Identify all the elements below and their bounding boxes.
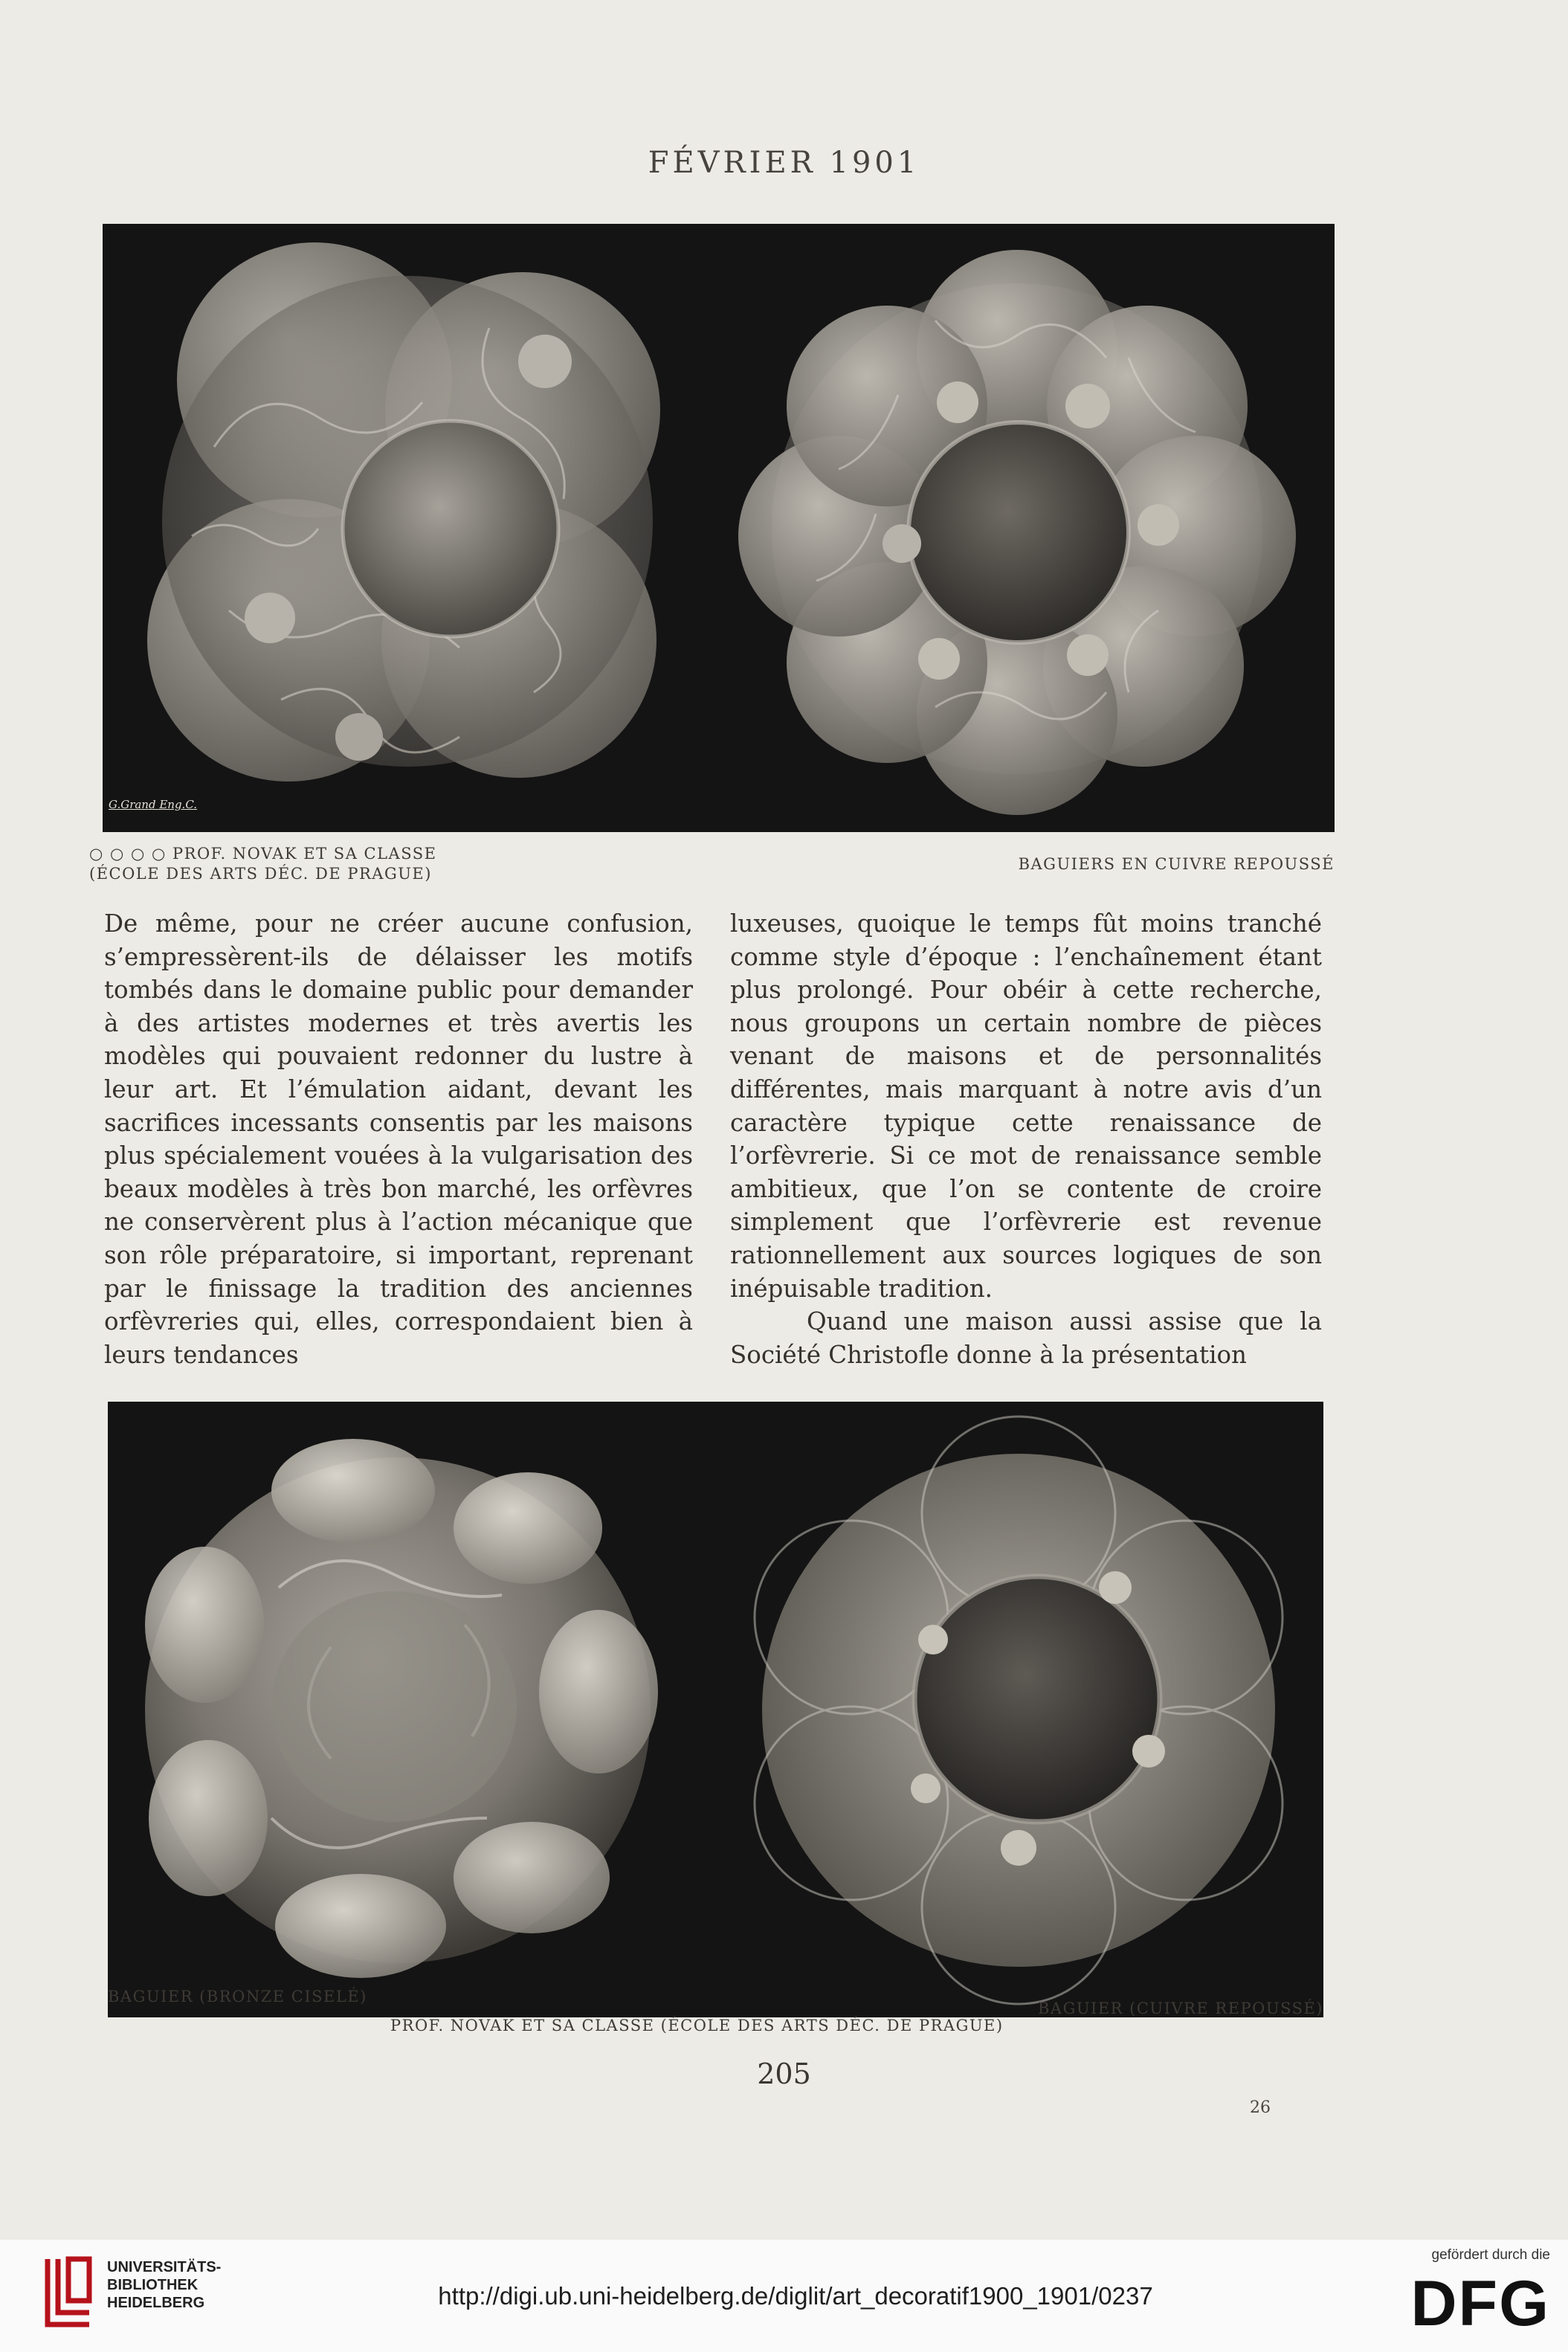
paragraph: Quand une maison aussi assise que la Société Christofle donne à la présentation [730,1307,1322,1369]
dfg-logo: DFG [1410,2268,1550,2339]
top-caption-right: BAGUIERS EN CUIVRE REPOUSSÉ [1018,855,1335,873]
top-caption-left-line2: (ÉCOLE DES ARTS DÉC. DE PRAGUE) [89,865,432,883]
library-name [107,2258,271,2312]
bottom-caption-left: BAGUIER (BRONZE CISELÉ) [108,1988,367,2005]
library-name-line: BIBLIOTHEK [107,2277,199,2293]
library-name-line: UNIVERSITÄTS- [107,2259,222,2275]
signature-mark: 26 [1250,2098,1271,2117]
page-number: 205 [757,2058,811,2090]
copper-dish-image [755,1417,1283,2004]
bottom-caption-right: BAGUIER (CUIVRE REPOUSSÉ) [1037,2000,1323,2017]
right-dish-image [738,250,1296,815]
top-plate-photo [103,224,1335,832]
paragraph: De même, pour ne créer aucune confusion, s’empressèrent-ils de délaisser les motifs tombés dans le domaine public pour demander à des artistes modernes et très avertis les modèles qui pouvaient redonner du lustre à leur art. Et l’émulation aidant, devant les sacrifices incessants consentis par les maisons plus spécialement vouées à la vulgarisation des beaux modèles à très bon marché, les orfèvres ne conservèrent plus à l’action mécanique que son rôle préparatoire, si important, reprenant par le finissage la tradition des anciennes orfèvreries qui, elles, correspondaient bien à leurs tendances [104,909,693,1369]
bronze-dish-image [145,1439,658,1978]
bottom-plate-photo [108,1402,1323,2017]
left-dish-image [147,242,660,782]
sponsor-note: gefördert durch die [1431,2247,1550,2263]
text-column-left [104,907,693,1371]
library-logo-icon [42,2253,95,2330]
engraver-signature: G.Grand Eng.C. [109,798,198,811]
permalink-url[interactable]: http://digi.ub.uni-heidelberg.de/diglit/art_decoratif1900_1901/0237 [438,2282,1153,2310]
bottom-caption-center: PROF. NOVAK ET SA CLASSE (ÉCOLE DES ARTS DÉC. DE PRAGUE) [390,2017,1004,2034]
top-caption-left-line1: ○ ○ ○ ○ PROF. NOVAK ET SA CLASSE [89,845,437,863]
library-name-line: HEIDELBERG [107,2295,205,2311]
paragraph: luxeuses, quoique le temps fût moins tranché comme style d’époque : l’enchaînement étant plus prolongé. Pour obéir à cette recherche, nous groupons un certain nombre de pièces venant de maisons et de personnalités différentes, mais marquant à notre avis d’un caractère typique cette renaissance de l’orfèvrerie. Si ce mot de renaissance semble ambitieux, que l’on se contente de croire simplement que l’orfèvrerie est revenue rationnellement aux sources logiques de son inépuisable tradition. [730,909,1322,1303]
text-column-right [730,907,1322,1371]
running-title: FÉVRIER 1901 [648,146,920,180]
